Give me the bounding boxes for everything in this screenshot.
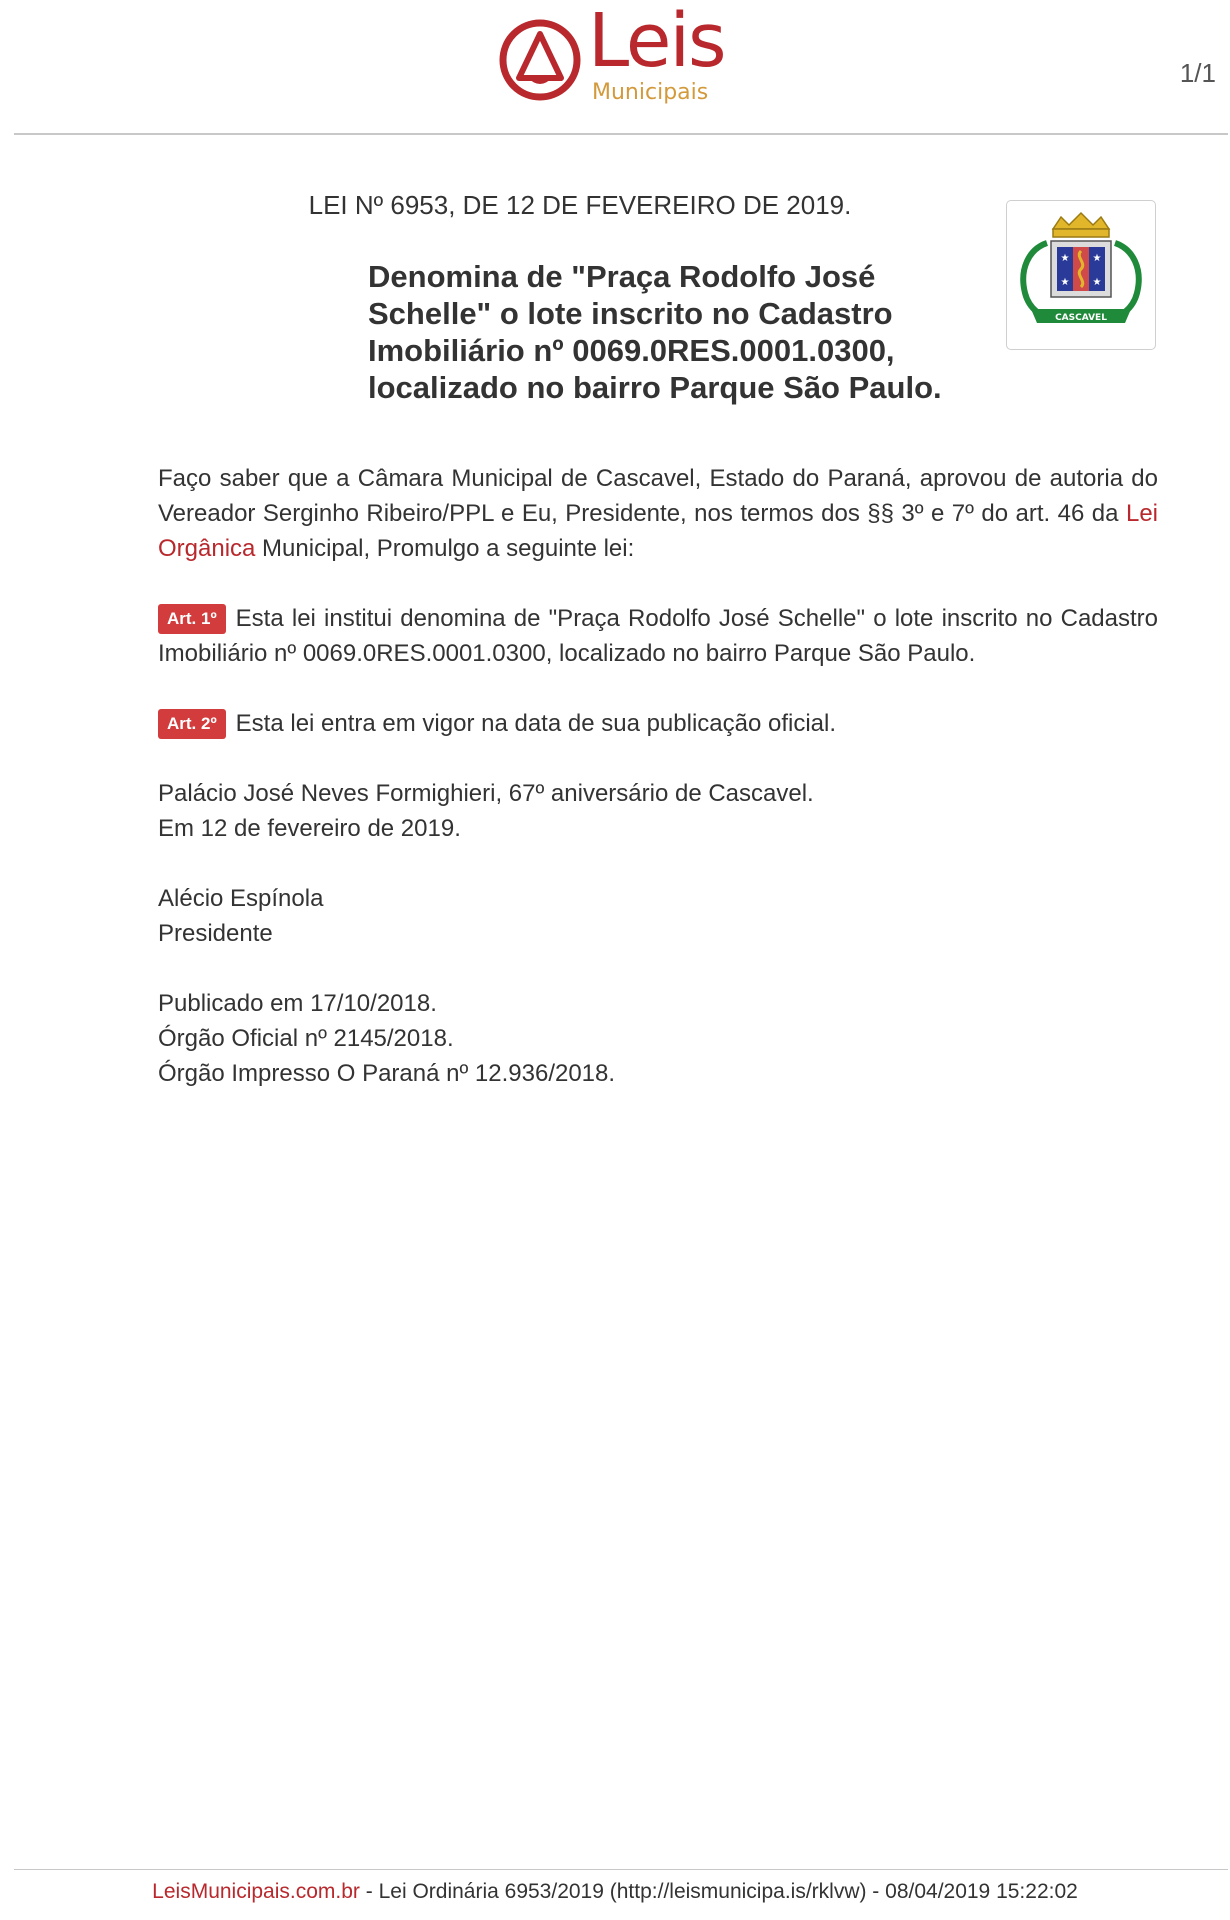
article-badge[interactable]: Art. 1º (158, 604, 226, 634)
closing-place: Palácio José Neves Formighieri, 67º aniversário de Cascavel. (158, 780, 814, 807)
svg-text:★: ★ (1092, 277, 1102, 288)
article-badge[interactable]: Art. 2º (158, 709, 226, 739)
publication-line: Publicado em 17/10/2018. (158, 990, 437, 1017)
svg-text:★: ★ (1060, 253, 1070, 264)
page-counter: 1/1 (1179, 58, 1216, 88)
footer-text: - Lei Ordinária 6953/2019 (http://leismunicipa.is/rklvw) - 08/04/2019 15:22:02 (359, 1880, 1078, 1903)
cascavel-coat-of-arms (1006, 200, 1156, 350)
page-header (0, 0, 1230, 135)
preamble-text: Faço saber que a Câmara Municipal de Cascavel, Estado do Paraná, aprovou de autoria do Vereador Serginho Ribeiro/PPL e Eu, Presidente, nos termos dos §§ 3º e 7º do art. 46 da (158, 465, 1158, 527)
publication-line: Órgão Impresso O Paraná nº 12.936/2018. (158, 1060, 616, 1087)
svg-text:★: ★ (1060, 277, 1070, 288)
scales-triangle-icon (498, 18, 582, 102)
svg-text:★: ★ (1092, 253, 1102, 264)
closing (158, 776, 1158, 846)
law-ementa: Denomina de "Praça Rodolfo José Schelle" o lote inscrito no Cadastro Imobiliário nº 0069.0RES.0001.0300, localizado no bairro Parque São Paulo. (368, 259, 942, 405)
signer-name: Alécio Espínola (158, 885, 324, 912)
closing-date: Em 12 de fevereiro de 2019. (158, 815, 461, 842)
coat-of-arms-icon (1007, 201, 1155, 349)
footer-site-link[interactable]: LeisMunicipais.com.br (152, 1880, 360, 1903)
publication-line: Órgão Oficial nº 2145/2018. (158, 1025, 454, 1052)
article-text: Esta lei institui denomina de "Praça Rodolfo José Schelle" o lote inscrito no Cadastro Imobiliário nº 0069.0RES.0001.0300, localizado no bairro Parque São Paulo. (158, 605, 1158, 667)
law-title: LEI Nº 6953, DE 12 DE FEVEREIRO DE 2019. (308, 190, 852, 220)
logo-word: Leis (588, 0, 725, 84)
article-2 (158, 706, 1158, 741)
crest-label: CASCAVEL (1055, 313, 1107, 323)
preamble-text-end: Municipal, Promulgo a seguinte lei: (255, 535, 635, 562)
page-footer (0, 1880, 1230, 1904)
article-1 (158, 601, 1158, 671)
logo-subword: Municipais (592, 80, 709, 105)
preamble (158, 461, 1158, 566)
header-divider (14, 133, 1228, 135)
signature-block (158, 881, 1158, 951)
footer-divider (14, 1869, 1228, 1870)
article-text: Esta lei entra em vigor na data de sua publicação oficial. (235, 710, 837, 737)
signer-role: Presidente (158, 920, 273, 947)
publication-info (158, 986, 1158, 1091)
lei-organica-link[interactable]: Lei Orgânica (158, 500, 1158, 562)
leis-municipais-logo[interactable] (498, 0, 725, 106)
